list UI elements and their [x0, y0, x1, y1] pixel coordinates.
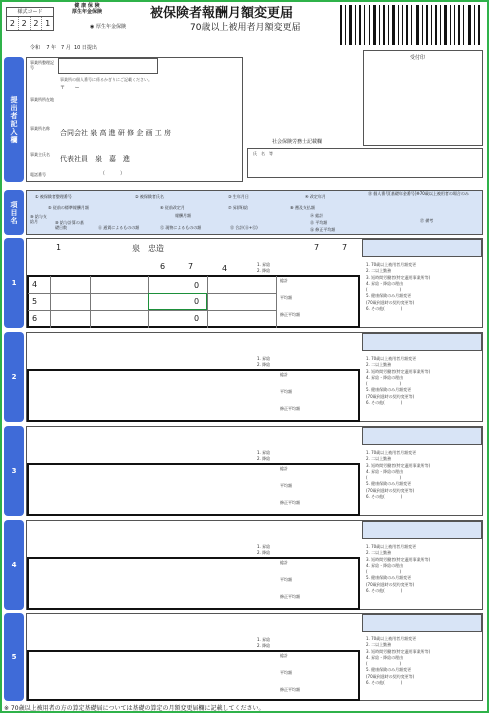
row4-pay-grid — [27, 557, 360, 610]
row4-wage-up[interactable]: 1. 昇給 — [257, 544, 271, 549]
row1-divider — [50, 276, 51, 328]
insurance-type-block — [72, 3, 102, 15]
barcode-image — [340, 5, 480, 45]
submitter-side-label: 提出者記入欄 — [4, 57, 24, 182]
office-name-label: 事業所名称 — [30, 126, 50, 131]
header-serial: ① 被保険者整理番号 — [35, 194, 72, 199]
office-code-label: 事業所整理記号 — [30, 60, 54, 70]
row1-total-label: 総計 — [280, 278, 288, 283]
header-pay-month: ⑨ 給与支給月 — [30, 214, 47, 224]
row1-month-2[interactable]: 5 — [32, 297, 38, 306]
row4-reasons[interactable]: 1. 70歳以上被用者月額変更 2. 二以上勤務 3. 短時間労働者(特定適用事業所等) 4. 昇給・降給の理由 ( ) 5. 健康保険のみ月額変更 (70歳到達時の契約変更等) 6. その他( ) — [366, 544, 431, 594]
row1-month-3[interactable]: 6 — [32, 314, 38, 323]
row2-reasons[interactable]: 1. 70歳以上被用者月額変更 2. 二以上勤務 3. 短時間労働者(特定適用事業所等) 4. 昇給・降給の理由 ( ) 5. 健康保険のみ月額変更 (70歳到達時の契約変更等) 6. その他( ) — [366, 356, 431, 406]
row2-wage-down[interactable]: 2. 降給 — [257, 362, 271, 367]
address-note: 事業所の個人番号に係るかぎりにご記載ください。 — [60, 77, 152, 82]
row5-average-label: 平均額 — [280, 670, 292, 675]
form-code-label: 様式コード — [7, 8, 53, 17]
row4-total-label: 総計 — [280, 560, 288, 565]
row1-name[interactable]: 泉 忠造 — [132, 244, 164, 253]
header-kind-amount: ⑫ 現物によるものの額 — [160, 225, 202, 230]
row3-wage-down[interactable]: 2. 降給 — [257, 456, 271, 461]
row-number-5: 5 — [4, 613, 24, 701]
form-code-digit: 1 — [45, 19, 51, 28]
row5-adjusted-label: 修正平均額 — [280, 687, 300, 692]
row5-wage-down[interactable]: 2. 降給 — [257, 643, 271, 648]
office-address-label: 事業所所在地 — [30, 97, 54, 102]
row5-total-label: 総計 — [280, 653, 288, 658]
row3-wage-up[interactable]: 1. 昇給 — [257, 450, 271, 455]
header-adjusted-average: ⑯ 修正平均額 — [310, 227, 336, 232]
postal-code[interactable]: 〒 ー — [60, 85, 80, 91]
items-side-label: 項目名 — [4, 190, 24, 235]
row5-pay-grid — [27, 650, 360, 701]
phone-label: 電話番号 — [30, 172, 46, 177]
row4-wage-down[interactable]: 2. 降給 — [257, 550, 271, 555]
header-sum: ⑬ 合計(⑪+⑫) — [230, 225, 258, 230]
row1-divider — [276, 276, 277, 328]
row1-divider — [207, 276, 208, 328]
row2-total-label: 総計 — [280, 372, 288, 377]
insurance-line-pension: 厚生年金保険 — [72, 9, 103, 15]
header-retro-pay: ⑧ 遡及支払額 — [290, 205, 315, 210]
header-birth: ③ 生年月日 — [228, 194, 249, 199]
row1-adjusted-label: 修正平均額 — [280, 312, 300, 317]
row1-personal-number[interactable] — [362, 239, 482, 257]
submitter-box — [26, 57, 243, 182]
row1-hline — [28, 310, 276, 311]
header-wage-change: ⑦ 昇(降)給 — [228, 205, 248, 210]
receipt-stamp-box — [363, 50, 483, 146]
circle-mark-icon: ◉ — [90, 24, 95, 30]
row1-divider — [90, 276, 91, 328]
form-code-digit: 2 — [31, 17, 43, 30]
header-personal-number: ⑱ 個人番号[基礎年金番号]※70歳以上被用者の場合のみ — [368, 191, 469, 196]
owner-name[interactable]: 代表社員 泉 嘉 進 — [60, 155, 130, 163]
receipt-stamp-label: 受付印 — [410, 55, 426, 61]
row1-serial[interactable]: 1 — [56, 243, 62, 252]
footer-note: ※ 70歳以上被用者の方の算定基礎届については基礎の算定の月額変更届欄に記載してください。 — [4, 705, 265, 712]
row2-pay-grid — [27, 369, 360, 422]
header-prev-month: ⑥ 従前改定月 — [160, 205, 185, 210]
row2-personal-number[interactable] — [362, 333, 482, 351]
form-code-digits — [7, 17, 53, 30]
sharoushi-name-label: 氏 名 等 — [253, 151, 273, 156]
header-base-days: ⑩ 給与計算の基礎日数 — [55, 220, 84, 230]
phone-value[interactable]: （ ） — [100, 171, 126, 177]
header-notes: ⑰ 備考 — [420, 218, 434, 223]
row-number-1: 1 — [4, 238, 24, 328]
row1-birth-day[interactable]: 7 — [342, 243, 348, 252]
header-currency-amount: ⑪ 通貨によるものの額 — [98, 225, 140, 230]
company-name[interactable]: 合同会社 泉 高 進 研 修 企 画 工 房 — [60, 129, 172, 137]
row4-adjusted-label: 修正平均額 — [280, 594, 300, 599]
row1-reasons[interactable]: 1. 70歳以上被用者月額変更 2. 二以上勤務 3. 短時間労働者(特定適用事業所等) 4. 昇給・降給の理由 ( ) 5. 健康保険のみ月額変更 (70歳到達時の契約変更等) 6. その他( ) — [366, 262, 431, 312]
row1-std-prev2[interactable]: 7 — [188, 262, 194, 271]
form-code-digit: 2 — [19, 17, 31, 30]
row5-wage-up[interactable]: 1. 昇給 — [257, 637, 271, 642]
form-subtitle: 70歳以上被用者月額変更届 — [190, 23, 301, 33]
row4-personal-number[interactable] — [362, 521, 482, 539]
form-title: 被保険者報酬月額変更届 — [150, 6, 294, 21]
row1-std-prev[interactable]: 6 — [160, 262, 166, 271]
row4-average-label: 平均額 — [280, 577, 292, 582]
header-monthly-pay: 報酬月額 — [175, 213, 191, 218]
row3-average-label: 平均額 — [280, 483, 292, 488]
header-average: ⑮ 平均額 — [310, 220, 328, 225]
header-prev-standard: ⑤ 従前の標準報酬月額 — [48, 205, 89, 210]
sharoushi-label: 社会保険労務士記載欄 — [272, 139, 323, 145]
row3-personal-number[interactable] — [362, 427, 482, 445]
row5-personal-number[interactable] — [362, 614, 482, 632]
office-code-field[interactable] — [58, 58, 158, 74]
row1-amount-3[interactable]: 0 — [194, 314, 200, 323]
row-number-2: 2 — [4, 332, 24, 422]
row1-amount-1[interactable]: 0 — [194, 281, 200, 290]
row2-average-label: 平均額 — [280, 389, 292, 394]
row1-amount-2[interactable]: 0 — [194, 297, 200, 306]
row3-pay-grid — [27, 463, 360, 516]
header-total: ⑭ 総計 — [310, 213, 324, 218]
row3-reasons[interactable]: 1. 70歳以上被用者月額変更 2. 二以上勤務 3. 短時間労働者(特定適用事業所等) 4. 昇給・降給の理由 ( ) 5. 健康保険のみ月額変更 (70歳到達時の契約変更等) 6. その他( ) — [366, 450, 431, 500]
row1-wage-up[interactable]: 1. 昇給 — [257, 262, 271, 267]
form-code-box — [6, 7, 54, 31]
insurance-line-health: 健 康 保 険 — [74, 3, 100, 9]
owner-label: 事業主氏名 — [30, 152, 50, 157]
submission-date: 令和 7 年 7 月 10 日提出 — [30, 45, 97, 51]
row1-average-label: 平均額 — [280, 295, 292, 300]
header-revision-month: ④ 改定年月 — [305, 194, 326, 199]
row1-wage-down[interactable]: 2. 降給 — [257, 268, 271, 273]
header-name: ② 被保険者氏名 — [135, 194, 164, 199]
row2-wage-up[interactable]: 1. 昇給 — [257, 356, 271, 361]
row1-month-1[interactable]: 4 — [32, 280, 38, 289]
sharoushi-box[interactable] — [247, 148, 483, 178]
row1-birth-month[interactable]: 7 — [314, 243, 320, 252]
row5-reasons[interactable]: 1. 70歳以上被用者月額変更 2. 二以上勤務 3. 短時間労働者(特定適用事業所等) 4. 昇給・降給の理由 ( ) 5. 健康保険のみ月額変更 (70歳到達時の契約変更等) 6. その他( ) — [366, 636, 431, 686]
insurance-line-pension-2: ◉ 厚生年金保険 — [90, 24, 126, 30]
row-number-3: 3 — [4, 426, 24, 516]
row3-total-label: 総計 — [280, 466, 288, 471]
row3-adjusted-label: 修正平均額 — [280, 500, 300, 505]
row1-prev-month[interactable]: 4 — [222, 264, 228, 273]
row2-adjusted-label: 修正平均額 — [280, 406, 300, 411]
form-code-digit: 2 — [7, 17, 19, 30]
row-number-4: 4 — [4, 520, 24, 610]
